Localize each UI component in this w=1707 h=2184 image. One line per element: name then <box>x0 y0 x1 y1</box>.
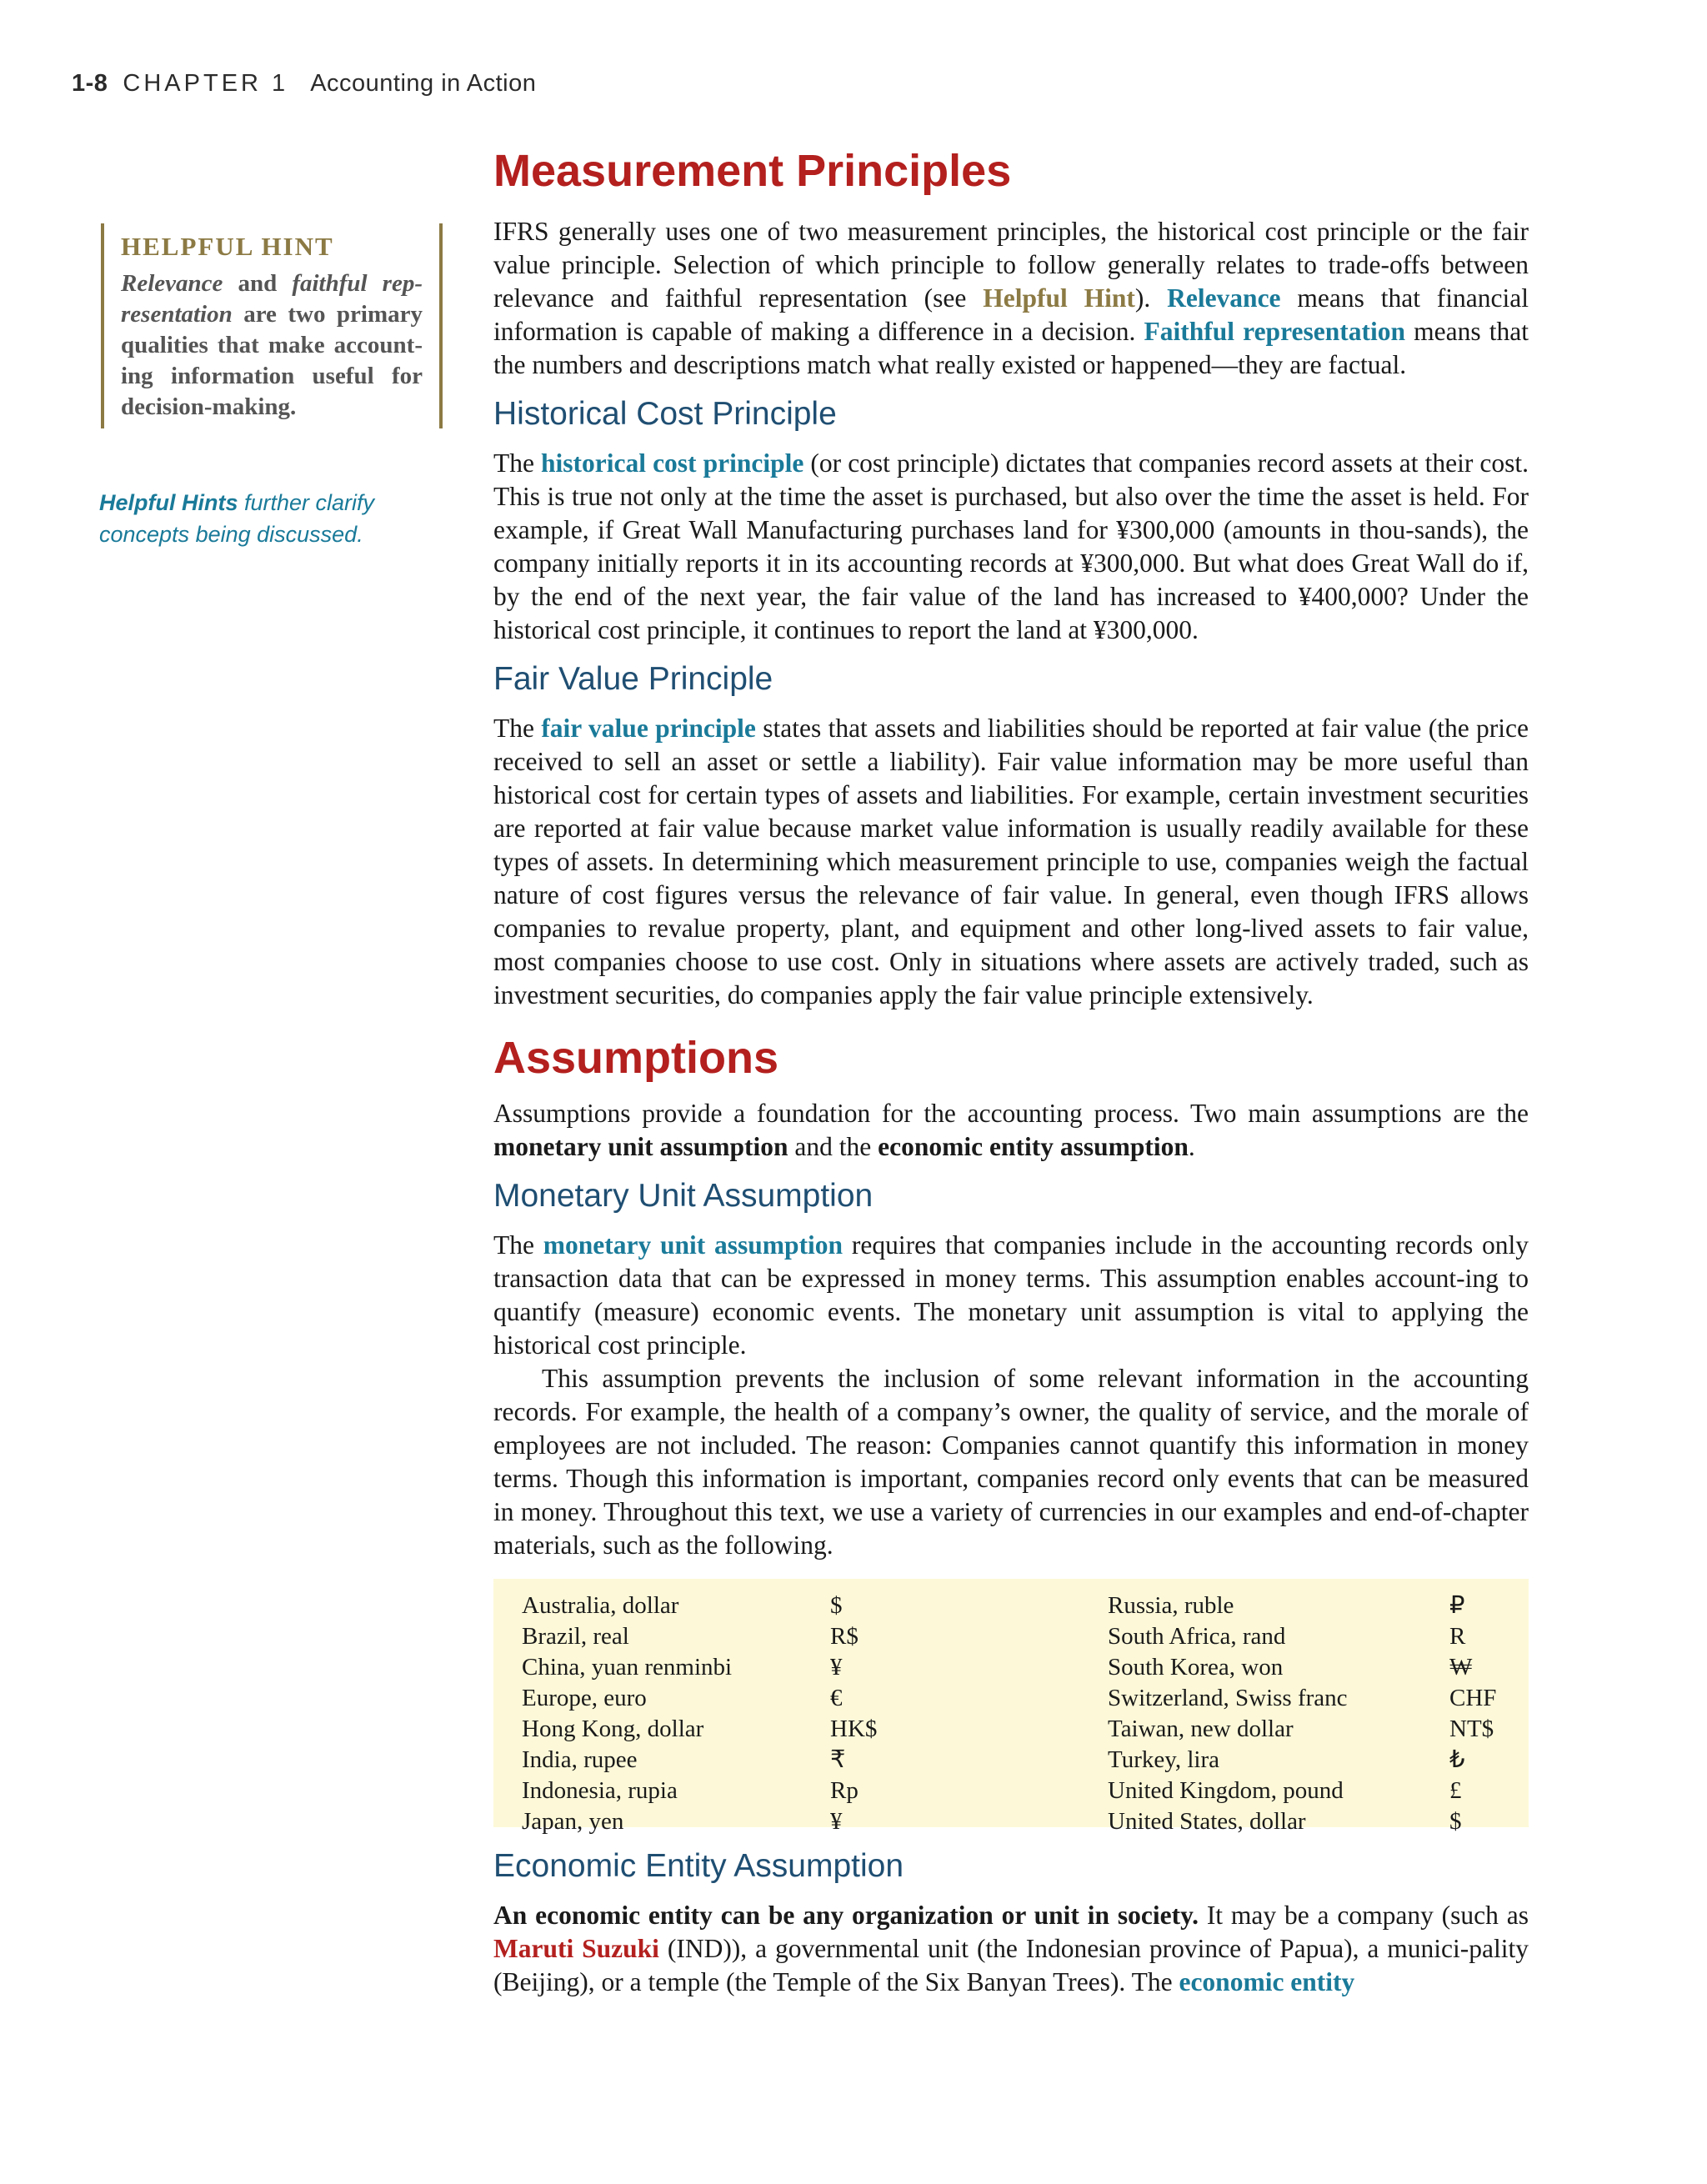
currency-symbol: $ <box>830 1592 843 1619</box>
currency-symbol: $ <box>1449 1808 1462 1835</box>
intro-d: means that the numbers and descriptions match what really existed or happened—they are factual. <box>493 317 1529 379</box>
currency-names-left <box>522 1590 732 1837</box>
helpful-hint-text <box>121 268 423 423</box>
subheading-economic-entity: Economic Entity Assumption <box>493 1848 904 1884</box>
currency-name: Europe, euro <box>522 1685 647 1711</box>
intro-a: IFRS generally uses one of two measurement principles, the historical cost principle or the fair value principle. Selection of which principle to follow generally relates to trade-offs between relevance and faithful representation (see <box>493 217 1529 313</box>
assumptions-intro <box>493 1097 1529 1164</box>
currency-name: Hong Kong, dollar <box>522 1716 704 1742</box>
term-relevance: Relevance <box>1167 283 1281 313</box>
currency-symbol: ₽ <box>1449 1592 1465 1619</box>
currency-symbol: HK$ <box>830 1716 878 1742</box>
margin-note <box>99 487 449 550</box>
margin-note-bold: Helpful Hints <box>99 490 238 515</box>
currency-name: South Korea, won <box>1108 1654 1284 1681</box>
mon-b: requires that companies include in the accounting records only transaction data that can be expressed in money terms. This assumption enables account-ing to quantify (measure) economic events. The monetary unit assumption is vital to applying the historical cost principle. <box>493 1230 1529 1360</box>
page-number: 1-8 <box>72 70 108 97</box>
hint-term-relevance: Relevance <box>121 270 223 297</box>
bold-monetary: monetary unit assumption <box>493 1132 788 1161</box>
assume-c: . <box>1188 1132 1195 1161</box>
chapter-title: Accounting in Action <box>310 70 537 97</box>
section-heading-measurement: Measurement Principles <box>493 146 1012 196</box>
assume-b: and the <box>788 1132 879 1161</box>
currency-symbol: ₺ <box>1449 1746 1465 1773</box>
currency-symbol: Rp <box>830 1777 859 1804</box>
entity-b: (IND)), a governmental unit (the Indonesian province of Papua), a munici-pality (Beijing), or a temple (the Temple of the Six Banyan Trees). The <box>493 1934 1529 1996</box>
main-content <box>493 142 1529 1999</box>
hint-and: and <box>223 270 293 297</box>
currency-names-right <box>1108 1590 1348 1837</box>
currency-name: Indonesia, rupia <box>522 1777 678 1804</box>
chapter-label: CHAPTER 1 <box>123 70 289 97</box>
subheading-fair-value: Fair Value Principle <box>493 661 773 697</box>
helpful-hint-box <box>101 223 443 428</box>
currency-symbol: ¥ <box>830 1808 843 1835</box>
currency-symbol: ₩ <box>1449 1654 1473 1681</box>
currency-name: Switzerland, Swiss franc <box>1108 1685 1348 1711</box>
currency-name: Australia, dollar <box>522 1592 679 1619</box>
monetary-paragraph-1 <box>493 1229 1529 1362</box>
hint-rest: are two primary qualities that make account-ing information useful for decision-making. <box>121 301 423 420</box>
currency-symbol: R$ <box>830 1623 859 1650</box>
currency-symbol: € <box>830 1685 843 1711</box>
term-faithful-representation: Faithful representation <box>1144 317 1405 346</box>
company-maruti-suzuki: Maruti Suzuki <box>493 1934 659 1963</box>
currency-symbol: R <box>1449 1623 1466 1650</box>
currency-symbols-right <box>1449 1590 1496 1837</box>
entity-bold-lead: An economic entity can be any organization or unit in society. <box>493 1901 1199 1930</box>
measurement-intro <box>493 215 1529 382</box>
economic-entity-paragraph <box>493 1899 1529 1999</box>
fair-a: The <box>493 714 542 743</box>
term-historical-cost: historical cost principle <box>541 448 804 478</box>
currency-name: United States, dollar <box>1108 1808 1306 1835</box>
intro-c: means that financial information is capable of making a difference in a decision. <box>493 283 1529 346</box>
currency-symbol: NT$ <box>1449 1716 1494 1742</box>
currency-name: United Kingdom, pound <box>1108 1777 1344 1804</box>
currency-name: Turkey, lira <box>1108 1746 1219 1773</box>
currency-symbol: £ <box>1449 1777 1462 1804</box>
currency-name: China, yuan renminbi <box>522 1654 733 1681</box>
currency-name: Taiwan, new dollar <box>1108 1716 1294 1742</box>
currency-name: India, rupee <box>522 1746 638 1773</box>
fair-value-paragraph <box>493 712 1529 1012</box>
currency-name: Brazil, real <box>522 1623 629 1650</box>
currency-symbols-left <box>830 1590 877 1837</box>
term-fair-value: fair value principle <box>541 714 756 743</box>
bold-economic: economic entity assumption <box>878 1132 1189 1161</box>
term-economic-entity: economic entity <box>1179 1967 1355 1996</box>
hist-a: The <box>493 448 542 478</box>
fair-b: states that assets and liabilities should be reported at fair value (the price received to sell an asset or settle a liability). Fair value information may be more useful than historical cost for certain types of assets and liabilities. For example, certain investment securities are reported at fair value because market value information is usually readily available for these types of assets. In determining which measurement principle to use, companies weigh the factual nature of cost figures versus the relevance of fair value. In general, even though IFRS allows companies to revalue property, plant, and equipment and other long-lived assets to fair value, most companies choose to use cost. Only in situations where assets are actively traded, such as investment securities, do companies apply the fair value principle extensively. <box>493 714 1529 1009</box>
monetary-paragraph-2: This assumption prevents the inclusion of some relevant information in the accounting records. For example, the health of a company’s owner, the quality of service, and the morale of employees are not included. The reason: Companies cannot quantify this information in money terms. Though this information is important, companies record only events that can be measured in money. Throughout this text, we use a variety of currencies in our examples and end-of-chapter materials, such as the following. <box>493 1364 1529 1560</box>
term-monetary-unit: monetary unit assumption <box>543 1230 843 1260</box>
assume-a: Assumptions provide a foundation for the accounting process. Two main assumptions are the <box>493 1099 1529 1128</box>
helpful-hint-title: HELPFUL HINT <box>121 232 334 261</box>
currency-name: South Africa, rand <box>1108 1623 1286 1650</box>
helpful-hint-ref: Helpful Hint <box>983 283 1135 313</box>
section-heading-assumptions: Assumptions <box>493 1033 779 1083</box>
currency-symbol: ₹ <box>830 1746 846 1773</box>
hint-term-faithful: faithful rep-resentation <box>121 270 423 328</box>
margin-note-rest: further clarify concepts being discussed. <box>99 490 375 547</box>
historical-cost-paragraph <box>493 447 1529 647</box>
subheading-historical-cost: Historical Cost Principle <box>493 396 837 432</box>
currency-name: Japan, yen <box>522 1808 624 1835</box>
mon-a: The <box>493 1230 543 1260</box>
subheading-monetary-unit: Monetary Unit Assumption <box>493 1178 874 1214</box>
currency-symbol: ¥ <box>830 1654 843 1681</box>
entity-a: It may be a company (such as <box>1198 1901 1529 1930</box>
hist-b: (or cost principle) dictates that companies record assets at their cost. This is true not only at the time the asset is purchased, but also over the time the asset is held. For example, if Great Wall Manufacturing purchases land for ¥300,000 (amounts in thou-sands), the company initially reports it in its accounting records at ¥300,000. But what does Great Wall do if, by the end of the next year, the fair value of the land has increased to ¥400,000? Under the historical cost principle, it continues to report the land at ¥300,000. <box>493 448 1529 644</box>
currency-name: Russia, ruble <box>1108 1592 1234 1619</box>
running-head <box>72 70 536 98</box>
currency-symbol: CHF <box>1449 1685 1497 1711</box>
currency-table <box>493 1579 1529 1835</box>
intro-b: ). <box>1134 283 1168 313</box>
